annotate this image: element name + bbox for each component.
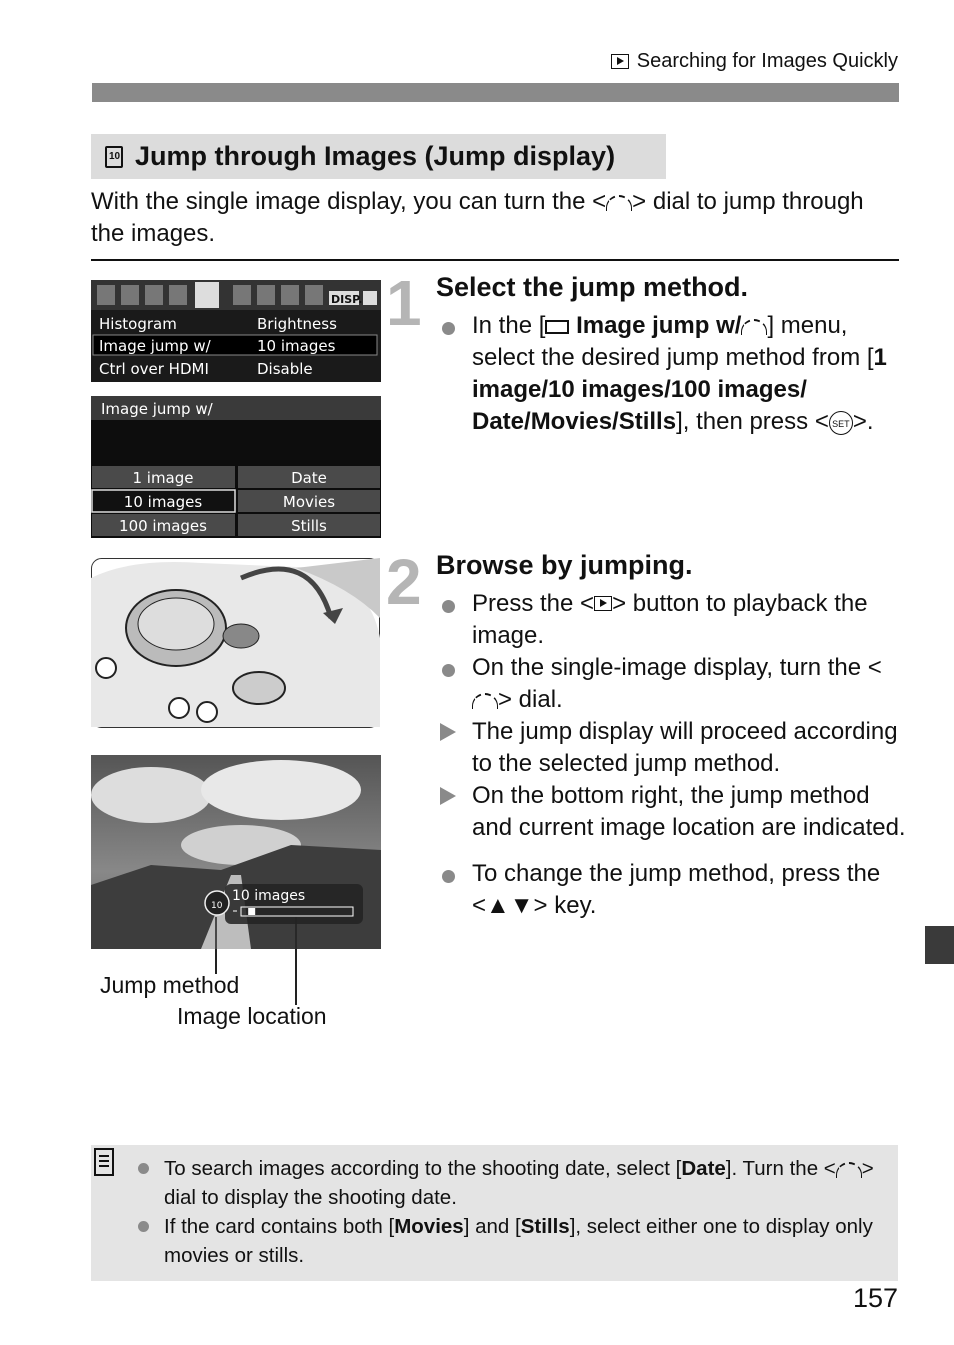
note-item (136, 1154, 886, 1212)
bullet-item (436, 652, 906, 716)
jump-method-icon-text: 10 (211, 901, 223, 911)
text: ] and [ (463, 1215, 521, 1238)
text: ]. Turn the < (725, 1157, 836, 1180)
menu-row-value: 10 images (257, 337, 336, 355)
bold-term: Stills (520, 1215, 570, 1238)
playback-icon (611, 54, 629, 69)
notes-list (136, 1154, 886, 1270)
menu-tab-selected (195, 282, 219, 308)
camera-dial-illustration (91, 558, 380, 728)
option-list: 1 image/10 images/100 images/ Date/Movies/Stills (472, 344, 887, 435)
result-item: The jump display will proceed according to the selected jump method. (436, 716, 906, 780)
menu-screen-playback (91, 280, 381, 382)
up-down-key-icon: ▲▼ (486, 892, 534, 919)
disp-label: DISP. (331, 293, 363, 306)
callout-line-image-location (295, 949, 297, 1005)
step-number-2: 2 (386, 546, 422, 618)
image-location-marker (248, 908, 255, 915)
text: ] menu, select the desired jump method from [ (472, 312, 874, 371)
main-dial-icon (741, 319, 767, 335)
note-item (136, 1212, 886, 1270)
jump-option: 1 image (132, 469, 194, 487)
jump-method-label: 10 images (232, 888, 306, 904)
main-dial-icon (472, 693, 498, 709)
bold-term: Movies (394, 1215, 464, 1238)
menu2-title: Image jump w/ (101, 400, 213, 418)
menu-row-label: Ctrl over HDMI (99, 360, 209, 378)
text: ], select either one to display only movies or stills. (164, 1215, 873, 1267)
menu-item-name: Image jump w/ (576, 312, 742, 339)
step-2-bullets (436, 588, 906, 922)
main-dial-icon (606, 195, 632, 211)
text: >. (852, 408, 874, 435)
memo-icon (94, 1148, 114, 1176)
jump-option: 10 images (123, 493, 203, 511)
step-number-1: 1 (386, 267, 422, 339)
jump-option: Stills (291, 517, 327, 535)
text: To change the jump method, press the < (472, 860, 881, 919)
text: ], then press < (676, 408, 829, 435)
text: > key. (533, 892, 597, 919)
bullet-item (436, 310, 906, 438)
intro-text-2: > dial to jump through the images. (91, 188, 864, 247)
jump-option: 100 images (119, 517, 207, 535)
text: > dial. (498, 686, 563, 713)
text: > button to playback the image. (472, 590, 868, 649)
page-number: 157 (852, 1283, 898, 1313)
main-dial-icon (836, 1162, 862, 1178)
step-1-bullets (436, 310, 906, 438)
callout-line-jump-method (215, 949, 217, 974)
header-bar (92, 83, 899, 102)
menu-row-value: Brightness (257, 315, 337, 333)
intro-text-1: With the single image display, you can turn the < (91, 188, 607, 215)
menu-row-label: Histogram (99, 315, 177, 333)
intro-paragraph (91, 186, 891, 250)
running-header (611, 50, 898, 73)
section-title: Jump through Images (Jump display) (135, 141, 616, 171)
text: Press the < (472, 590, 595, 617)
jump-display-photo (91, 755, 381, 949)
playback-button-icon (594, 596, 612, 611)
step-1-title: Select the jump method. (436, 272, 749, 302)
jump-option: Date (291, 469, 327, 487)
text: In the [ (472, 312, 546, 339)
caption-jump-method: Jump method (100, 972, 240, 998)
step-2-title: Browse by jumping. (436, 550, 693, 580)
menu-row-value: Disable (257, 360, 313, 378)
running-header-text: Searching for Images Quickly (636, 50, 898, 72)
set-button-icon: SET (829, 411, 853, 435)
result-item: On the bottom right, the jump method and current image location are indicated. (436, 780, 906, 844)
divider-rule (91, 259, 899, 261)
jump-display-icon (105, 146, 123, 168)
bullet-item (436, 858, 906, 922)
text: To search images according to the shooting date, select [ (164, 1157, 682, 1180)
menu-screen-jump-options (91, 396, 381, 538)
chapter-tab (925, 926, 954, 964)
bold-term: Date (681, 1157, 726, 1180)
playback-menu-icon (545, 320, 569, 334)
text: On the single-image display, turn the < (472, 654, 882, 681)
bullet-item (436, 588, 906, 652)
caption-image-location: Image location (177, 1003, 327, 1029)
section-heading (91, 134, 666, 179)
text: If the card contains both [ (164, 1215, 395, 1238)
menu-row-label: Image jump w/ (99, 337, 211, 355)
jump-option: Movies (282, 493, 336, 511)
text: > dial to display the shooting date. (164, 1157, 874, 1209)
